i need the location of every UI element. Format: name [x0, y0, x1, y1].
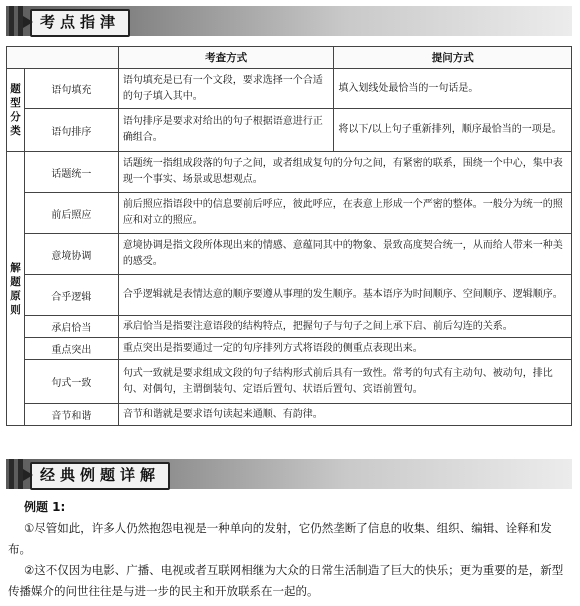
header-stripe — [9, 459, 14, 489]
row-question: 将以下/以上句子重新排列，顺序最恰当的一项是。 — [334, 109, 572, 152]
row-method: 音节和谐就是要求语句读起来通顺、有韵律。 — [118, 404, 571, 426]
table-row — [7, 338, 572, 360]
category-principles: 解题原则 — [7, 152, 25, 426]
header-blank — [7, 47, 119, 69]
row-item: 音节和谐 — [24, 404, 118, 426]
table-row — [7, 404, 572, 426]
example-line: ②这不仅因为电影、广播、电视或者互联网相继为大众的日常生活制造了巨大的快乐；更为重要的是，新型传播媒介的问世往往是与进一步的民主和开放联系在一起的。 — [8, 563, 564, 598]
examples-section-header — [6, 459, 572, 489]
table-row — [7, 360, 572, 404]
row-item: 语句排序 — [24, 109, 118, 152]
table-row — [7, 193, 572, 234]
row-item: 承启恰当 — [24, 316, 118, 338]
row-method: 语句填充是已有一个文段，要求选择一个合适的句子填入其中。 — [118, 69, 334, 109]
row-method: 前后照应指语段中的信息要前后呼应，彼此呼应，在表意上形成一个严密的整体。一般分为统一的照应和对立的照应。 — [118, 193, 571, 234]
example-title: 例题 1: — [24, 500, 66, 514]
table-header-row — [7, 47, 572, 69]
table-row — [7, 109, 572, 152]
rules-table — [6, 46, 572, 426]
header-stripe — [9, 6, 14, 36]
row-method: 意境协调是指文段所体现出来的情感、意蕴同其中的物象、景致高度契合统一，从而给人带来一种美的感受。 — [118, 234, 571, 275]
row-item: 意境协调 — [24, 234, 118, 275]
table-row — [7, 69, 572, 109]
row-method: 语句排序是要求对给出的句子根据语意进行正确组合。 — [118, 109, 334, 152]
category-question-types: 题型分类 — [7, 69, 25, 152]
row-method: 重点突出是指要通过一定的句序排列方式将语段的侧重点表现出来。 — [118, 338, 571, 360]
tips-section-header — [6, 6, 572, 36]
row-method: 句式一致就是要求组成文段的句子结构形式前后具有一致性。常考的句式有主动句、被动句，排比句、对偶句，主谓倒装句、定语后置句、状语后置句、宾语前置句。 — [118, 360, 571, 404]
row-method: 话题统一指组成段落的句子之间，或者组成复句的分句之间，有紧密的联系，围绕一个中心，集中表现一个事实、场景或思想观点。 — [118, 152, 571, 193]
header-stripe — [18, 459, 23, 489]
table-row — [7, 152, 572, 193]
table-row — [7, 234, 572, 275]
row-item: 前后照应 — [24, 193, 118, 234]
examples-section-title: 经典例题详解 — [30, 462, 170, 490]
table-row — [7, 316, 572, 338]
tips-section-title: 考点指津 — [30, 9, 130, 37]
header-method: 考查方式 — [118, 47, 334, 69]
row-method: 合乎逻辑就是表情达意的顺序要遵从事理的发生顺序。基本语序为时间顺序、空间顺序、逻辑顺序。 — [118, 275, 571, 316]
header-question: 提问方式 — [334, 47, 572, 69]
example-line: ①尽管如此，许多人仍然抱怨电视是一种单向的发射，它仍然垄断了信息的收集、组织、编辑、诠释和发布。 — [8, 521, 552, 556]
table-row — [7, 275, 572, 316]
row-method: 承启恰当是指要注意语段的结构特点，把握句子与句子之间上承下启、前后勾连的关系。 — [118, 316, 571, 338]
row-question: 填入划线处最恰当的一句话是。 — [334, 69, 572, 109]
header-stripe — [18, 6, 23, 36]
row-item: 语句填充 — [24, 69, 118, 109]
row-item: 合乎逻辑 — [24, 275, 118, 316]
row-item: 重点突出 — [24, 338, 118, 360]
row-item: 句式一致 — [24, 360, 118, 404]
row-item: 话题统一 — [24, 152, 118, 193]
example-block — [8, 497, 574, 602]
